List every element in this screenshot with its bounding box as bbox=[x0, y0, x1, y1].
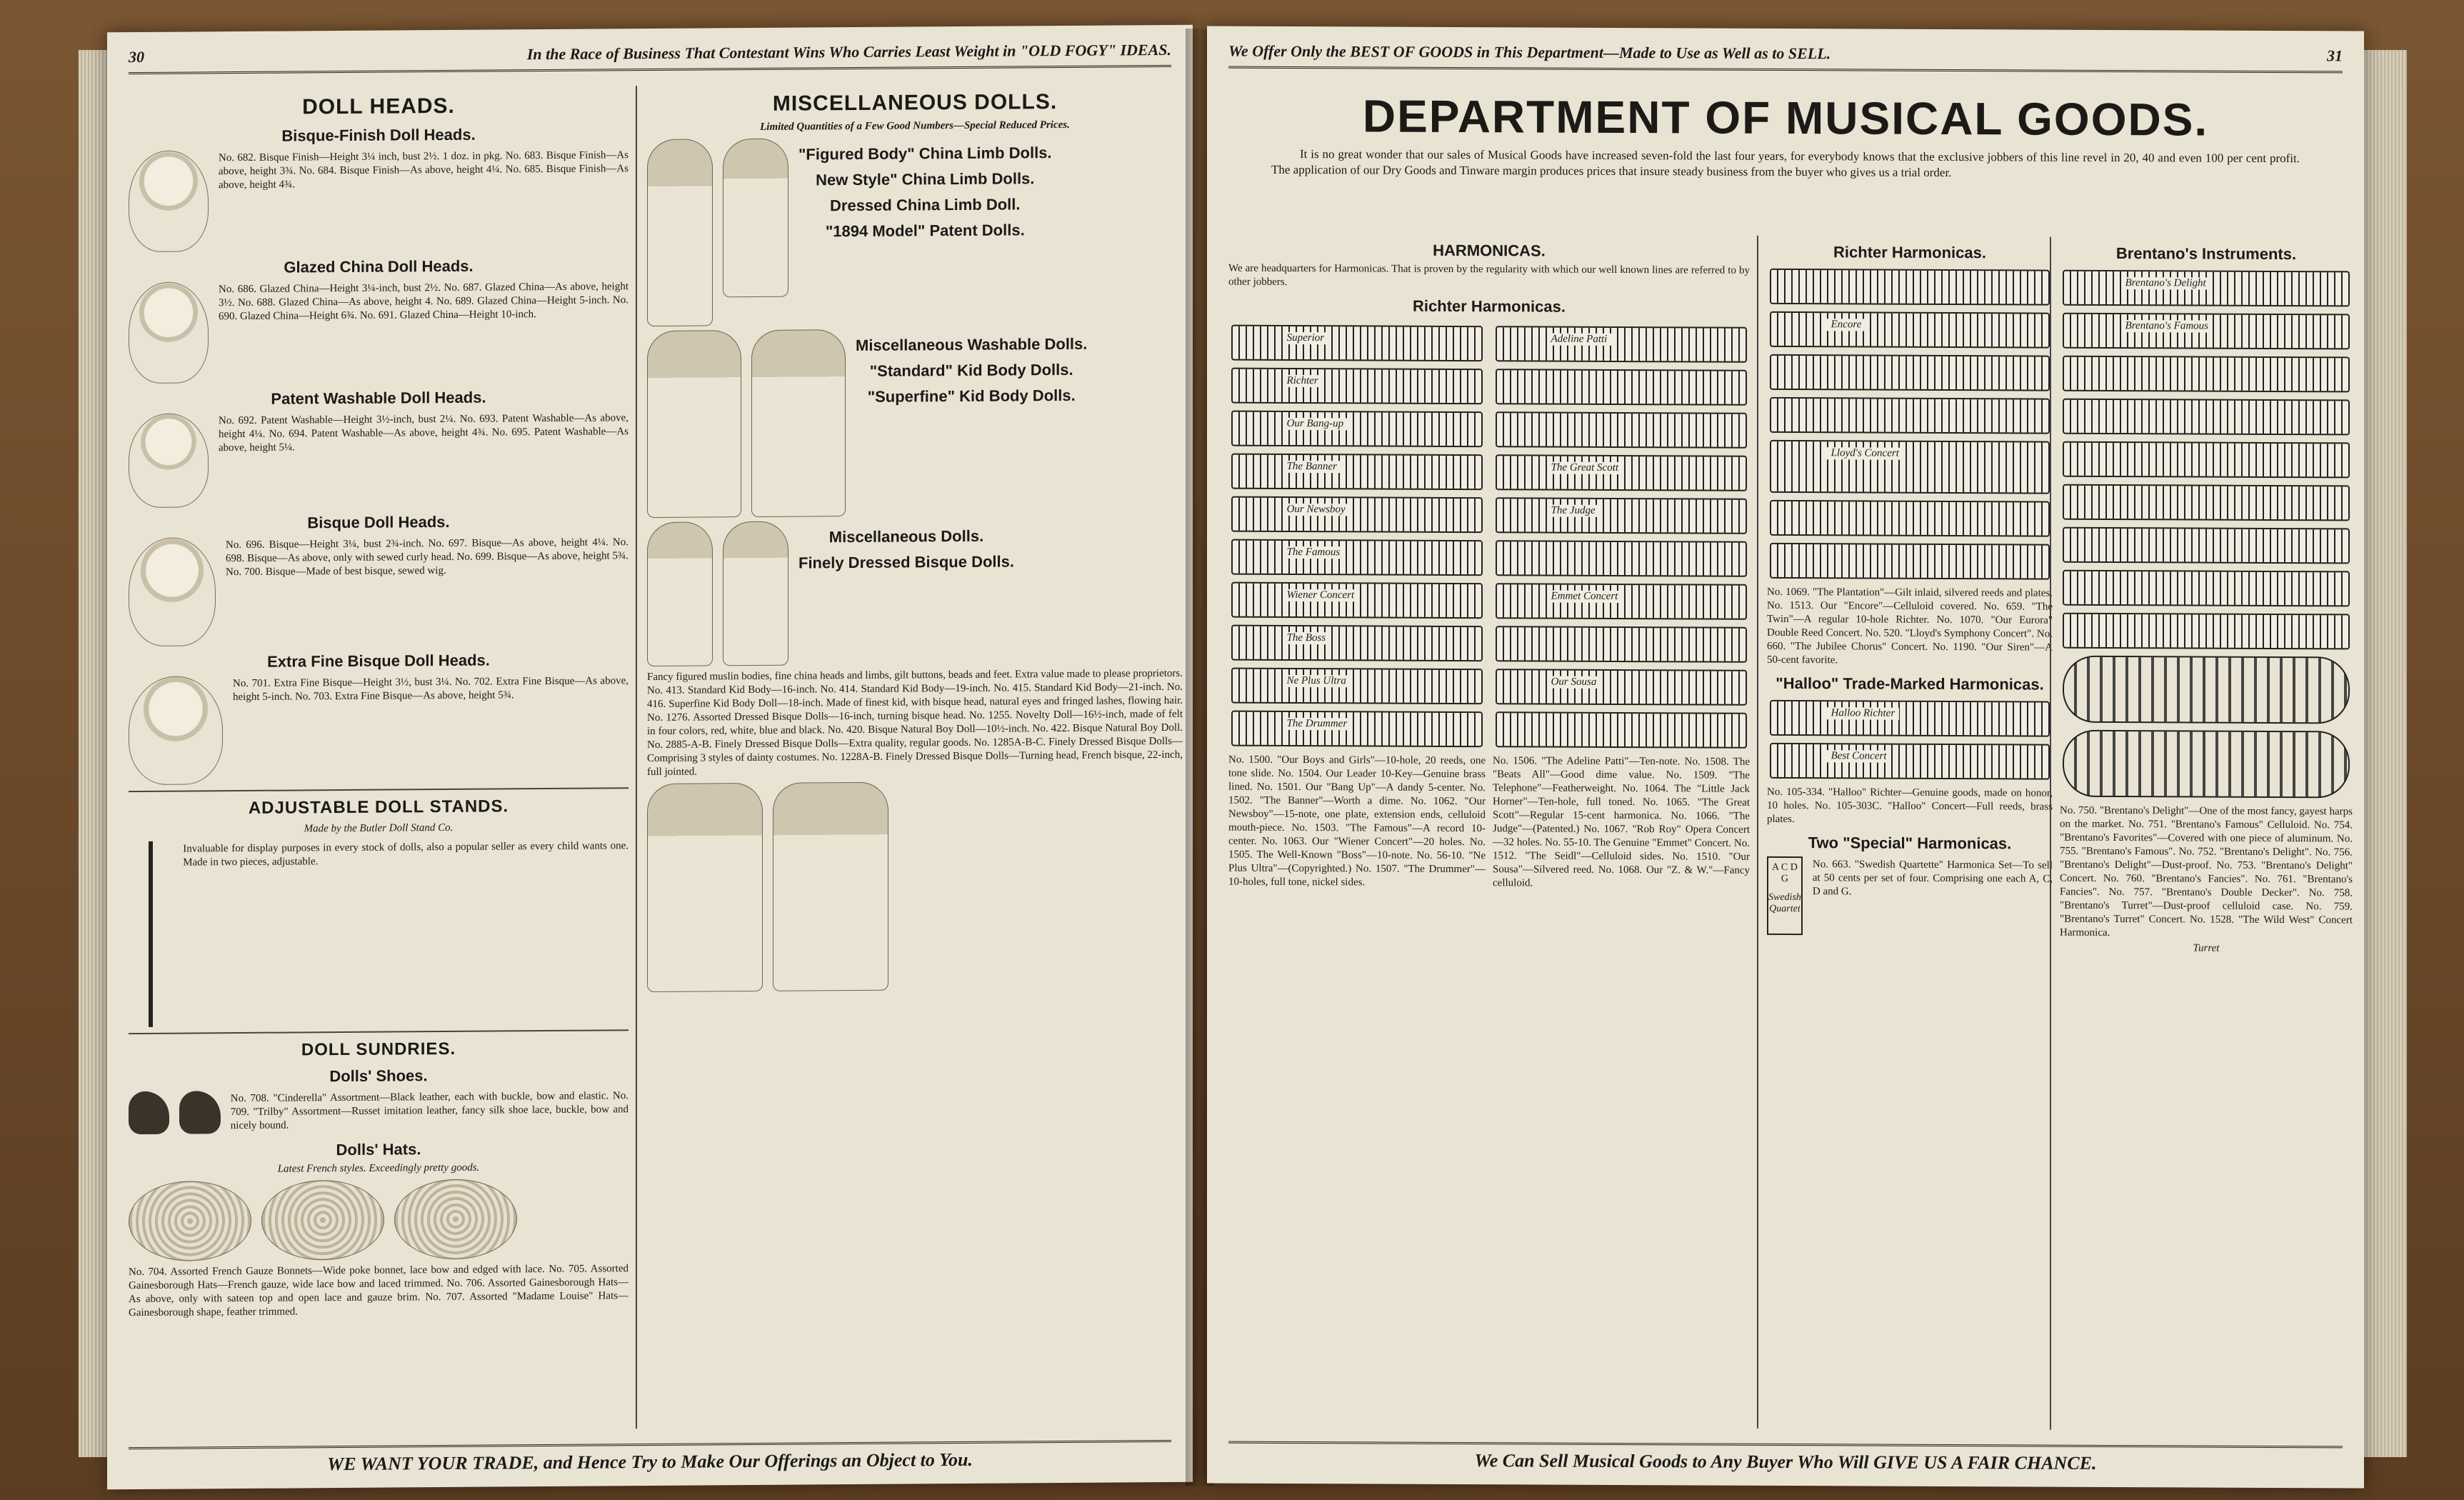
turret-harmonica-illustration bbox=[2063, 656, 2350, 724]
page-edges-right bbox=[2364, 50, 2407, 1457]
harmonica-illustration: Adeline Patti bbox=[1496, 326, 1747, 363]
harmonica-illustration bbox=[1770, 354, 2050, 391]
right-running-head bbox=[1228, 42, 2343, 74]
glazed-china-text: No. 686. Glazed China—Height 3¼-inch, bust 2½. No. 687. Glazed China—As above, height 3½. No. 688. Glazed China—As above, height 4. No. 689. Glazed China—Height 5-inch. No. 690. Glazed China—Height 6¾. No. 691. Glazed China—Height 10-inch. bbox=[219, 281, 628, 323]
harmonica-illustration bbox=[2063, 527, 2350, 564]
misc-dolls-subtitle: Limited Quantities of a Few Good Numbers—Special Reduced Prices. bbox=[760, 119, 1070, 133]
hat-illustration bbox=[129, 1181, 251, 1261]
right-page-number: 31 bbox=[2327, 46, 2343, 65]
full-doll-illustration bbox=[647, 139, 713, 326]
harmonica-illustration bbox=[2063, 356, 2350, 393]
richter-title: Richter Harmonicas. bbox=[1413, 296, 1566, 316]
harmonica-illustration bbox=[2063, 570, 2350, 607]
full-doll-illustration bbox=[647, 521, 713, 666]
harmonica-illustration bbox=[1496, 369, 1747, 406]
harmonica-illustration: Lloyd's Concert bbox=[1770, 440, 2050, 494]
bisque-finish-title: Bisque-Finish Doll Heads. bbox=[281, 125, 476, 145]
hat-illustration bbox=[394, 1179, 517, 1259]
doll-stands-subtitle: Made by the Butler Doll Stand Co. bbox=[304, 821, 454, 835]
doll-heads-column bbox=[129, 86, 628, 1432]
harmonica-illustration: Richter bbox=[1231, 368, 1483, 405]
extra-fine-title: Extra Fine Bisque Doll Heads. bbox=[267, 651, 490, 671]
doll-stands-text: Invaluable for display purposes in every stock of dolls, also a popular seller as every child wants one. Made in two pieces, adjustable. bbox=[183, 840, 628, 869]
richter-title-2: Richter Harmonicas. bbox=[1833, 243, 1986, 262]
bisque-finish-text: No. 682. Bisque Finish—Height 3¼ inch, bust 2½. 1 doz. in pkg. No. 683. Bisque Finish—As above, height 3¾. No. 684. Bisque Finish—As above, height 4¼. No. 685. Bisque Finish—As above, height 4¾. bbox=[219, 149, 628, 191]
dressed-doll-illustration bbox=[773, 782, 888, 991]
harmonica-illustration: The Great Scott bbox=[1496, 454, 1747, 491]
misc-dolls-column bbox=[636, 82, 1183, 1429]
harmonica-illustration: Our Sousa bbox=[1496, 669, 1747, 706]
doll-stand-illustration bbox=[129, 841, 173, 1027]
hat-illustration bbox=[261, 1180, 384, 1261]
harmonicas-column-1 bbox=[1228, 234, 1750, 1429]
special-title: Two "Special" Harmonicas. bbox=[1808, 834, 2012, 853]
glazed-china-title: Glazed China Doll Heads. bbox=[284, 256, 474, 276]
harmonica-illustration bbox=[1770, 500, 2050, 537]
harmonica-illustration: The Boss bbox=[1231, 625, 1483, 662]
harmonica-illustration bbox=[1496, 711, 1747, 749]
richter-text: No. 1500. "Our Boys and Girls"—10-hole, 20 reeds, one tone slide. No. 1504. Our Leader 10-Key—Genuine brass lined. No. 1501. Our "Bang Up"—A dandy 5-center. No. 1502. "The Banner"—Worth a dime. No. 1062. "Our Newsboy"—15-note, one plate, extension ends, celluloid mouth-piece. No. 1503. "The Famous"—A record 10-center. No. 1063. Our "Wiener Concert"—20 holes. No. 1505. The Well-Known "Boss"—10-note. No. 56-10. "Ne Plus Ultra"—(Copyrighted.) No. 1507. "The Drummer"—10-holes, full tone, nickel sides. bbox=[1228, 754, 1486, 889]
richter-text-3: No. 1069. "The Plantation"—Gilt inlaid, silvered reeds and plates. No. 1513. Our "Encore"—Celluloid covered. No. 659. "The Twin"—A regular 10-hole Richter. No. 1070. "Our Eurora" Double Reed Concert. No. 520. "Lloyd's Symphony Concert". No. 660. "The Jubilee Chorus" Concert. No. 1190. "Our Siren"—A 50-cent favorite. bbox=[1767, 586, 2053, 666]
shoe-illustration bbox=[129, 1091, 169, 1134]
right-running-head-text: We Offer Only the BEST OF GOODS in This Department—Made to Use as Well as to SELL. bbox=[1228, 41, 1831, 63]
brentano-text: No. 750. "Brentano's Delight"—One of the most fancy, gayest harps on the market. No. 751. "Brentano's Famous" Celluloid. No. 754. "Brentano's Favorites"—Covered with one piece of aluminum. No. 755. "Brentano's Famous". No. 752. "Brentano's Delight". No. 756. "Brentano's Delight"—Dust-proof. No. 753. "Brentano's Delight" Concert. No. 760. "Brentano's Fancies". No. 761. "Brentano's Fancies". No. 757. "Brentano's Double Decker". No. 758. "Brentano's Turret"—Dust-proof celluloid case. No. 759. "Brentano's Turret" Concert. No. 1528. "The Wild West" Concert Harmonica. bbox=[2060, 804, 2353, 939]
harmonica-illustration: Brentano's Famous bbox=[2063, 313, 2350, 350]
doll-head-illustration bbox=[129, 150, 209, 252]
left-page bbox=[107, 25, 1193, 1490]
dolls-shoes-text: No. 708. "Cinderella" Assortment—Black leather, each with buckle, bow and elastic. No. 709. "Trilby" Assortment—Russet imitation leather, fancy silk shoe lace, buckle, bow and nicely bound. bbox=[230, 1090, 628, 1132]
harmonica-illustration bbox=[1496, 626, 1747, 663]
kid-body-title: "Standard" Kid Body Dolls. bbox=[869, 360, 1073, 380]
harmonica-illustration bbox=[1496, 540, 1747, 577]
doll-head-illustration bbox=[129, 676, 223, 785]
special-text: No. 663. "Swedish Quartette" Harmonica Set—To sell at 50 cents per set of four. Comprising one each A, C, D and G. bbox=[1812, 859, 2053, 898]
harmonicas-intro: We are headquarters for Harmonicas. That is proven by the regularity with which our well known lines are referred to by other jobbers. bbox=[1228, 262, 1750, 288]
right-page bbox=[1207, 26, 2364, 1488]
harmonica-illustration bbox=[1496, 411, 1747, 449]
full-doll-illustration bbox=[723, 139, 788, 298]
full-doll-illustration bbox=[723, 521, 788, 666]
harmonica-illustration: Superior bbox=[1231, 325, 1483, 362]
harmonica-illustration: The Banner bbox=[1231, 454, 1483, 491]
left-footer: WE WANT YOUR TRADE, and Hence Try to Make Our Offerings an Object to You. bbox=[129, 1440, 1171, 1476]
patent-dolls-title: "1894 Model" Patent Dolls. bbox=[825, 221, 1025, 241]
doll-stands-title: ADJUSTABLE DOLL STANDS. bbox=[248, 796, 509, 818]
extra-fine-text: No. 701. Extra Fine Bisque—Height 3½, bust 3¼. No. 702. Extra Fine Bisque—As above, height 5-inch. No. 703. Extra Fine Bisque—As above, height 5¾. bbox=[233, 675, 628, 704]
figured-body-title: "Figured Body" China Limb Dolls. bbox=[798, 144, 1052, 164]
patent-washable-text: No. 692. Patent Washable—Height 3½-inch, bust 2¼. No. 693. Patent Washable—As above, height 4¼. No. 694. Patent Washable—As above, height 4¾. No. 695. Patent Washable—As above, height 5¼. bbox=[219, 412, 628, 454]
misc-dolls-body-text: Fancy figured muslin bodies, fine china heads and limbs, gilt buttons, beads and feet. Extra value made to please proprietors. No. 413. Standard Kid Body—16-inch. No. 414. Standard Kid Body—19-inch. No. 415. Standard Kid Body—21-inch. No. 416. Superfine Kid Body Doll—18-inch. Made of finest kid, with bisque head, natural eyes and fringed lashes, flowing hair. No. 1276. Assorted Dressed Bisque Dolls—16-inch, turning bisque head. No. 1255. Novelty Doll—16½-inch, made of felt in four colors, red, white, blue and black. No. 420. Bisque Natural Boy Doll—10½-inch. No. 422. Bisque Natural Boy Doll. No. 2885-A-B. Finely Dressed Bisque Dolls—Extra quality, regular goods. No. 1285A-B-C. Finely Dressed Bisque Dolls—Comprising 3 styles of dainty costumes. No. 1228A-B. Finely Dressed Bisque Dolls—Turning head, French bisque, 22-inch, full jointed. bbox=[647, 667, 1183, 779]
superfine-title: "Superfine" Kid Body Dolls. bbox=[867, 386, 1076, 406]
harmonica-illustration: Brentano's Delight bbox=[2063, 270, 2350, 307]
harmonica-illustration: The Famous bbox=[1231, 539, 1483, 576]
misc-dolls-title: MISCELLANEOUS DOLLS. bbox=[772, 90, 1058, 116]
harmonica-illustration bbox=[2063, 613, 2350, 650]
harmonica-illustration: The Drummer bbox=[1231, 711, 1483, 748]
harmonica-illustration bbox=[1770, 543, 2050, 580]
harmonicas-title: HARMONICAS. bbox=[1433, 241, 1546, 260]
richter-text-2: No. 1506. "The Adeline Patti"—Ten-note. No. 1508. The "Beats All"—Good dime value. No. 1509. "The Telephone"—Featherweight. No. 1064. The "Little Jack Horner"—Ten-hole, full toned. No. 1065. "The Great Scott"—Regular 15-cent harmonica. No. 1066. "The Judge"—(Patented.) No. 1067. "Rob Roy" Opera Concert—32 holes. No. 55-10. The Genuine "Emmet" Concert. No. 1512. "The Seidl"—Celluloid sides. No. 1510. "Our Sousa"—Silvered reed. No. 1068. Our "Z. & W."—Fancy celluloid. bbox=[1493, 755, 1750, 889]
new-style-title: New Style" China Limb Dolls. bbox=[816, 169, 1035, 189]
doll-head-illustration bbox=[129, 537, 216, 646]
harmonica-illustration bbox=[2063, 441, 2350, 479]
harmonica-illustration: Our Bang-up bbox=[1231, 411, 1483, 448]
page-edges-left bbox=[79, 50, 107, 1457]
harmonica-illustration: Encore bbox=[1770, 311, 2050, 349]
misc2-title: Miscellaneous Dolls. bbox=[828, 526, 984, 546]
harmonica-illustration bbox=[2063, 484, 2350, 521]
bisque-doll-heads-text: No. 696. Bisque—Height 3¼, bust 2¾-inch. No. 697. Bisque—As above, height 4¼. No. 698. Bisque—As above, only with sewed curly head. No. 699. Bisque—As above, height 5¾. No. 700. Bisque—Made of best bisque, sewed wig. bbox=[226, 536, 628, 579]
department-intro: It is no great wonder that our sales of Musical Goods have increased seven-fold the last four years, for everybody knows that the exclusive jobbers of this line revel in 20, 40 and even 100 per cent profit. The application of our Dry Goods and Tinware margin produces prices that insure steady business from the buyer who gives us a trial order. bbox=[1271, 147, 2300, 180]
full-doll-illustration bbox=[751, 329, 846, 517]
halloo-text: No. 105-334. "Halloo" Richter—Genuine goods, made on honor, 10 holes. No. 105-303C. "Halloo" Concert—Full reeds, brass plates. bbox=[1767, 786, 2053, 826]
harmonica-illustration bbox=[1770, 269, 2050, 306]
swedish-quartet-box: A C D G Swedish Quartet bbox=[1767, 856, 1803, 935]
harmonica-illustration: Emmet Concert bbox=[1496, 583, 1747, 620]
left-page-number: 30 bbox=[129, 47, 144, 66]
harmonica-illustration bbox=[1770, 397, 2050, 434]
left-running-head-text: In the Race of Business That Contestant Wins Who Carries Least Weight in "OLD FOGY" IDEAS. bbox=[526, 40, 1171, 64]
dolls-hats-subtitle: Latest French styles. Exceedingly pretty goods. bbox=[277, 1161, 480, 1175]
brentano-column bbox=[2050, 237, 2353, 1431]
harmonica-illustration: Best Concert bbox=[1770, 743, 2050, 780]
bisque-doll-heads-title: Bisque Doll Heads. bbox=[307, 512, 450, 532]
dolls-hats-title: Dolls' Hats. bbox=[336, 1140, 421, 1159]
washable-dolls-title: Miscellaneous Washable Dolls. bbox=[856, 334, 1088, 354]
dolls-hats-text: No. 704. Assorted French Gauze Bonnets—Wide poke bonnet, lace bow and edged with lace. No. 705. Assorted Gainesborough Hats—French gauze, wide lace bow and laced trimmed. No. 706. Assorted Gainesborough Hats—As above, only with sateen top and open lace and gauze brim. No. 707. Assorted "Madame Louise" Hats—Gainesborough shape, feather trimmed. bbox=[129, 1263, 628, 1319]
patent-washable-title: Patent Washable Doll Heads. bbox=[271, 388, 486, 408]
doll-sundries-title: DOLL SUNDRIES. bbox=[301, 1039, 456, 1060]
shoe-illustration bbox=[179, 1091, 220, 1134]
turret-harmonica-illustration bbox=[2063, 730, 2350, 799]
harmonicas-column-2 bbox=[1757, 236, 2053, 1430]
dressed-china-title: Dressed China Limb Doll. bbox=[830, 195, 1021, 215]
harmonica-illustration: Ne Plus Ultra bbox=[1231, 668, 1483, 705]
harmonica-illustration: Halloo Richter bbox=[1770, 700, 2050, 737]
turret-label: Turret bbox=[2193, 942, 2220, 954]
left-running-head bbox=[129, 41, 1171, 74]
doll-heads-title: DOLL HEADS. bbox=[302, 94, 455, 119]
doll-head-illustration bbox=[129, 281, 209, 384]
right-footer: We Can Sell Musical Goods to Any Buyer Who Will GIVE US A FAIR CHANCE. bbox=[1228, 1441, 2343, 1476]
doll-head-illustration bbox=[129, 413, 209, 508]
department-title: DEPARTMENT OF MUSICAL GOODS. bbox=[1362, 90, 2209, 146]
dolls-shoes-title: Dolls' Shoes. bbox=[329, 1066, 428, 1086]
harmonica-illustration: The Judge bbox=[1496, 497, 1747, 534]
harmonica-illustration: Our Newsboy bbox=[1231, 496, 1483, 534]
brentano-title: Brentano's Instruments. bbox=[2115, 244, 2297, 264]
harmonica-illustration bbox=[2063, 399, 2350, 436]
halloo-title: "Halloo" Trade-Marked Harmonicas. bbox=[1776, 674, 2044, 694]
harmonica-illustration: Wiener Concert bbox=[1231, 582, 1483, 619]
finely-dressed-title: Finely Dressed Bisque Dolls. bbox=[798, 552, 1014, 572]
dressed-doll-illustration bbox=[647, 783, 763, 992]
full-doll-illustration bbox=[647, 330, 741, 518]
